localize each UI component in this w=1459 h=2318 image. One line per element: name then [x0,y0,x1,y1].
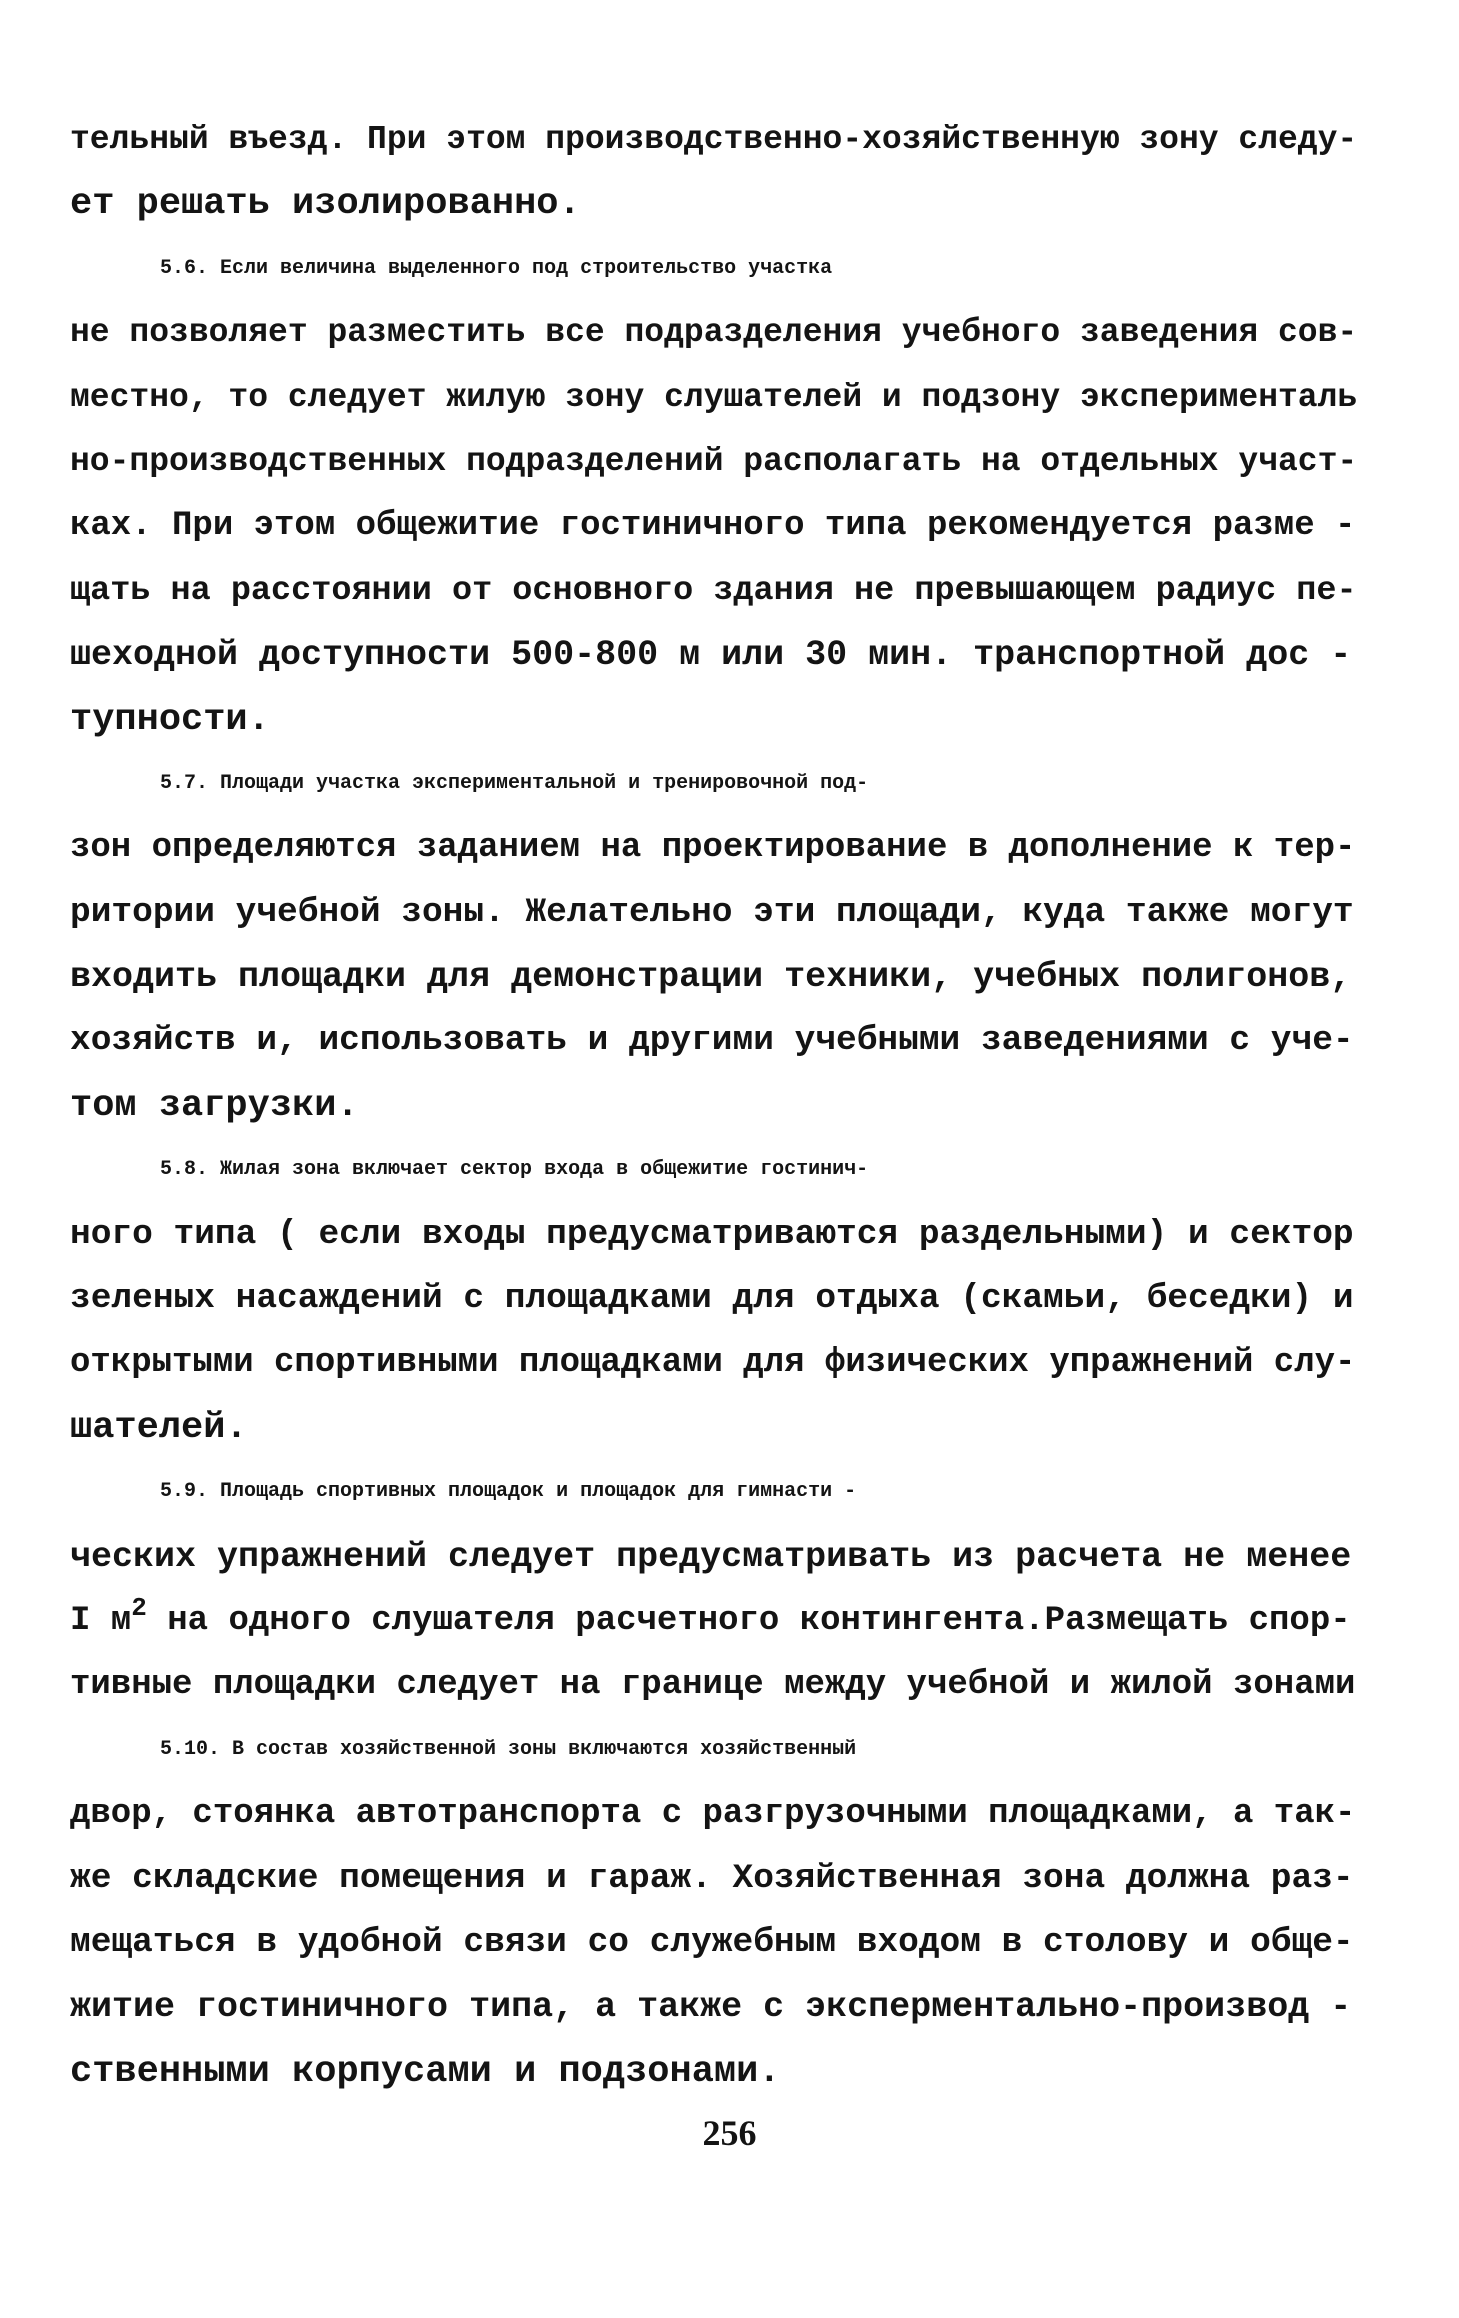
text-line: тивные площадки следует на границе между учебной и жилой зонами [70,1666,1356,1705]
text-line: тупности. [70,698,270,741]
text-line: мещаться в удобной связи со служебным входом в столову и обще- [70,1922,1354,1962]
text-line: том загрузки. [70,1084,359,1127]
text-line: не позволяет разместить все подразделения учебного заведения сов- [70,314,1358,352]
text-line: ках. При этом общежитие гостиничного типа рекомендуется разме - [70,507,1356,546]
text-line: 5.10. В состав хозяйственной зоны включаются хозяйственный [160,1737,857,1761]
text-line: тельный въезд. При этом производственно-хозяйственную зону следу- [70,121,1358,158]
text-line: открытыми спортивными площадками для физических упражнений слу- [70,1344,1356,1383]
text-line: ческих упражнений следует предусматривать из расчета не менее [70,1536,1352,1577]
text-line: местно, то следует жилую зону слушателей и подзону эксперименталь [70,378,1358,416]
text-line: ного типа ( если входы предусматриваются раздельными) и сектор [70,1214,1354,1254]
text-line: щать на расстоянии от основного здания не превышающем радиус пе- [70,571,1357,610]
text-line: но-производственных подразделений располагать на отдельных участ- [70,442,1358,480]
text-line: же складские помещения и гараж. Хозяйственная зона должна раз- [70,1858,1354,1898]
text-line: зон определяются заданием на проектирование в дополнение к тер- [70,829,1356,868]
text-line: шеходной доступности 500-800 м или 30 мин. транспортной дос - [70,635,1352,676]
page-number: 256 [702,2113,757,2153]
text-line: 5.7. Площади участка экспериментальной и тренировочной под- [160,771,869,795]
text-line: 5.6. Если величина выделенного под строительство участка [160,256,833,280]
text-line: зеленых насаждений с площадками для отдыха (скамьи, беседки) и [70,1279,1354,1319]
text-line: 5.9. Площадь спортивных площадок и площадок для гимнасти - [160,1480,857,1504]
superscript: 2 [131,1592,147,1623]
text-line: житие гостиничного типа, а также с эксперментально-производ - [70,1987,1352,2028]
text-line: I $м^2$ на одного слушателя расчетного контингента.Размещать спор- [70,1592,1351,1640]
text-line: двор, стоянка автотранспорта с разгрузочными площадками, а так- [70,1795,1356,1834]
text-line: ритории учебной зоны. Желательно эти площади, куда также могут [70,892,1354,932]
text-line: шателей. [70,1406,248,1449]
text-line: входить площадки для демонстрации техники, учебных полигонов, [70,957,1352,998]
document-body [70,108,1360,2104]
text-line: 5.8. Жилая зона включает сектор входа в общежитие гостинич- [160,1158,869,1182]
text-line: ственными корпусами и подзонами. [70,2050,781,2093]
text-line: хозяйств и, использовать и другими учебными заведениями с уче- [70,1021,1354,1061]
text-line: ет решать изолированно. [70,183,581,226]
